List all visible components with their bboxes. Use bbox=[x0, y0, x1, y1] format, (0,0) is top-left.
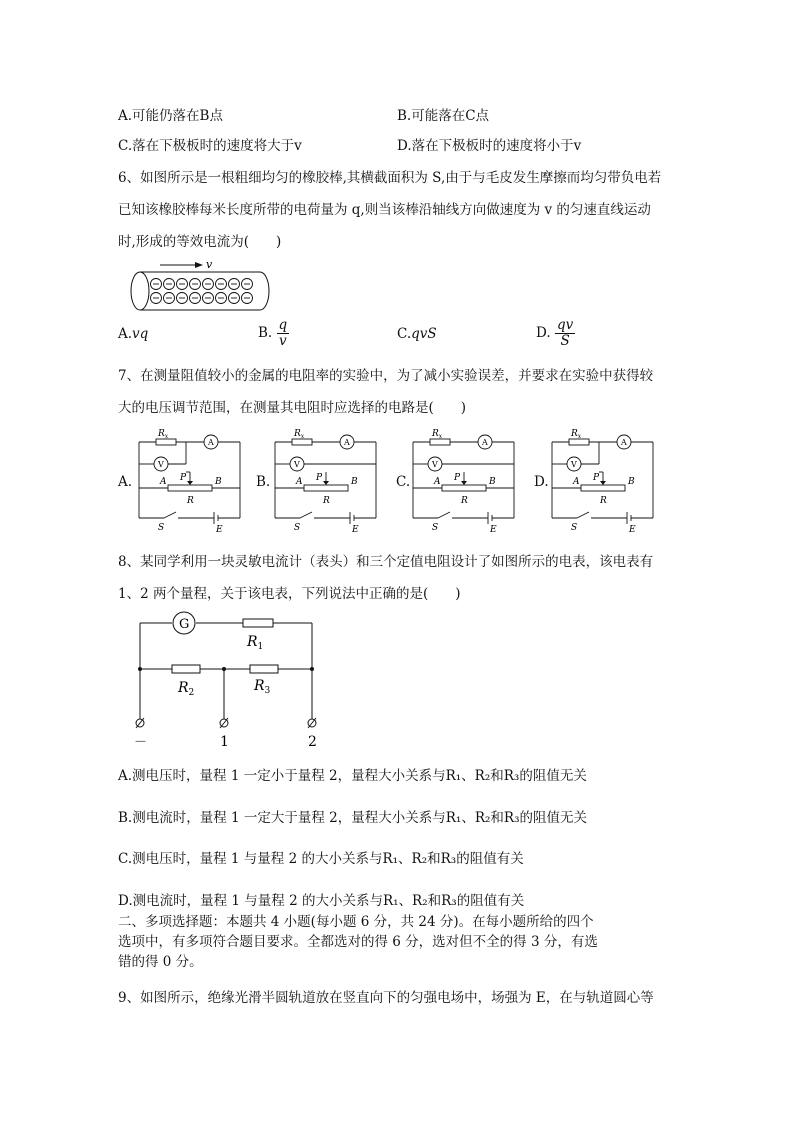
q5-option-d: D.落在下极板时的速度将小于v bbox=[397, 138, 582, 154]
section2-line-1: 二、多项选择题：本题共 4 小题(每小题 6 分，共 24 分)。在每小题所给的四个 bbox=[118, 914, 594, 930]
q6-option-a: A.vq bbox=[118, 326, 149, 342]
q8-line-2: 1、2 两个量程，关于该电表，下列说法中正确的是( ) bbox=[118, 586, 461, 602]
q5-option-c: C.落在下极板时的速度将大于v bbox=[118, 138, 302, 154]
q8-option-c: C.测电压时，量程 1 与量程 2 的大小关系与R₁、R₂和R₃的阻值有关 bbox=[118, 851, 524, 867]
switch-s-label: S bbox=[432, 523, 439, 533]
rx-label: $R_x$ bbox=[571, 429, 582, 440]
voltmeter-label: V bbox=[432, 460, 438, 469]
q7-option-a-label: A. bbox=[118, 474, 133, 490]
q6-option-c: C.qvS bbox=[397, 326, 437, 342]
q6-line-3: 时,形成的等效电流为( ) bbox=[118, 234, 282, 250]
terminal-a-label: A bbox=[160, 477, 167, 487]
q7-line-2: 大的电压调节范围，在测量其电阻时应选择的电路是( ) bbox=[118, 400, 467, 416]
ammeter-label: A bbox=[621, 438, 627, 447]
circuit-option-d bbox=[549, 424, 659, 534]
switch-s-label: S bbox=[294, 523, 301, 533]
q6-option-b: B. $\frac{q}{v}$ bbox=[258, 317, 288, 349]
circuit-option-a bbox=[136, 424, 246, 534]
r2-label: $R_2$ bbox=[178, 680, 195, 698]
switch-s-label: S bbox=[571, 523, 578, 533]
slider-p-label: P bbox=[454, 473, 461, 483]
slider-p-label: P bbox=[180, 473, 187, 483]
q6-option-d: D. $\frac{qv}{S}$ bbox=[536, 317, 574, 349]
r3-label: $R_3$ bbox=[254, 678, 271, 696]
battery-e-label: E bbox=[216, 525, 223, 534]
voltmeter-label: V bbox=[158, 460, 164, 469]
galvanometer-label: G bbox=[179, 617, 190, 632]
terminal-a-label: A bbox=[434, 477, 441, 487]
rheostat-r-label: R bbox=[461, 496, 468, 506]
battery-e-label: E bbox=[352, 525, 359, 534]
q7-line-1: 7、在测量阻值较小的金属的电阻率的实验中，为了减小实验误差，并要求在实验中获得较 bbox=[118, 368, 654, 384]
circuit-option-b bbox=[272, 424, 382, 534]
battery-e-label: E bbox=[629, 525, 636, 534]
q8-option-b: B.测电流时，量程 1 一定大于量程 2，量程大小关系与R₁、R₂和R₃的阻值无关 bbox=[118, 810, 587, 826]
terminal-b-label: B bbox=[351, 477, 358, 487]
rx-label: $R_x$ bbox=[158, 429, 169, 440]
meter-circuit-figure bbox=[126, 608, 336, 748]
q8-option-d: D.测电流时，量程 1 与量程 2 的大小关系与R₁、R₂和R₃的阻值有关 bbox=[118, 893, 525, 909]
switch-s-label: S bbox=[158, 523, 165, 533]
r1-label: $R_1$ bbox=[247, 634, 264, 652]
terminal-b-label: B bbox=[489, 477, 496, 487]
q8-option-a: A.测电压时，量程 1 一定小于量程 2，量程大小关系与R₁、R₂和R₃的阻值无关 bbox=[118, 768, 587, 784]
q6-line-2: 已知该橡胶棒每米长度所带的电荷量为 q,则当该棒沿轴线方向做速度为 v 的匀速直线运动 bbox=[118, 202, 651, 218]
ammeter-label: A bbox=[482, 438, 488, 447]
rubber-rod-figure bbox=[124, 256, 274, 316]
voltmeter-label: V bbox=[571, 460, 577, 469]
terminal-a-label: A bbox=[573, 477, 580, 487]
terminal-b-label: B bbox=[628, 477, 635, 487]
circuit-option-c bbox=[410, 424, 520, 534]
q6-line-1: 6、如图所示是一根粗细均匀的橡胶棒,其横截面积为 S,由于与毛皮发生摩擦而均匀带负电若 bbox=[118, 170, 662, 186]
q9-line-1: 9、如图所示，绝缘光滑半圆轨道放在竖直向下的匀强电场中，场强为 E，在与轨道圆心等 bbox=[118, 990, 654, 1006]
section2-line-3: 错的得 0 分。 bbox=[118, 954, 203, 970]
q7-option-b-label: B. bbox=[256, 474, 271, 490]
rx-label: $R_x$ bbox=[432, 429, 443, 440]
q5-option-b: B.可能落在C点 bbox=[397, 108, 490, 124]
velocity-label: v bbox=[206, 258, 213, 271]
terminal-1: 1 bbox=[220, 734, 229, 748]
q7-option-d-label: D. bbox=[534, 474, 549, 490]
battery-e-label: E bbox=[490, 525, 497, 534]
rheostat-r-label: R bbox=[323, 496, 330, 506]
rx-label: $R_x$ bbox=[294, 429, 305, 440]
q7-option-c-label: C. bbox=[396, 474, 411, 490]
q5-option-a: A.可能仍落在B点 bbox=[118, 108, 223, 124]
terminal-2: 2 bbox=[308, 734, 317, 748]
rheostat-r-label: R bbox=[600, 496, 607, 506]
voltmeter-label: V bbox=[294, 460, 300, 469]
slider-p-label: P bbox=[593, 473, 600, 483]
rheostat-r-label: R bbox=[187, 496, 194, 506]
terminal-b-label: B bbox=[215, 477, 222, 487]
ammeter-label: A bbox=[208, 438, 214, 447]
q8-line-1: 8、某同学利用一块灵敏电流计（表头）和三个定值电阻设计了如图所示的电表，该电表有 bbox=[118, 554, 654, 570]
ammeter-label: A bbox=[344, 438, 350, 447]
terminal-minus: － bbox=[134, 735, 148, 748]
slider-p-label: P bbox=[316, 473, 323, 483]
section2-line-2: 选项中，有多项符合题目要求。全都选对的得 6 分，选对但不全的得 3 分，有选 bbox=[118, 934, 598, 950]
terminal-a-label: A bbox=[296, 477, 303, 487]
